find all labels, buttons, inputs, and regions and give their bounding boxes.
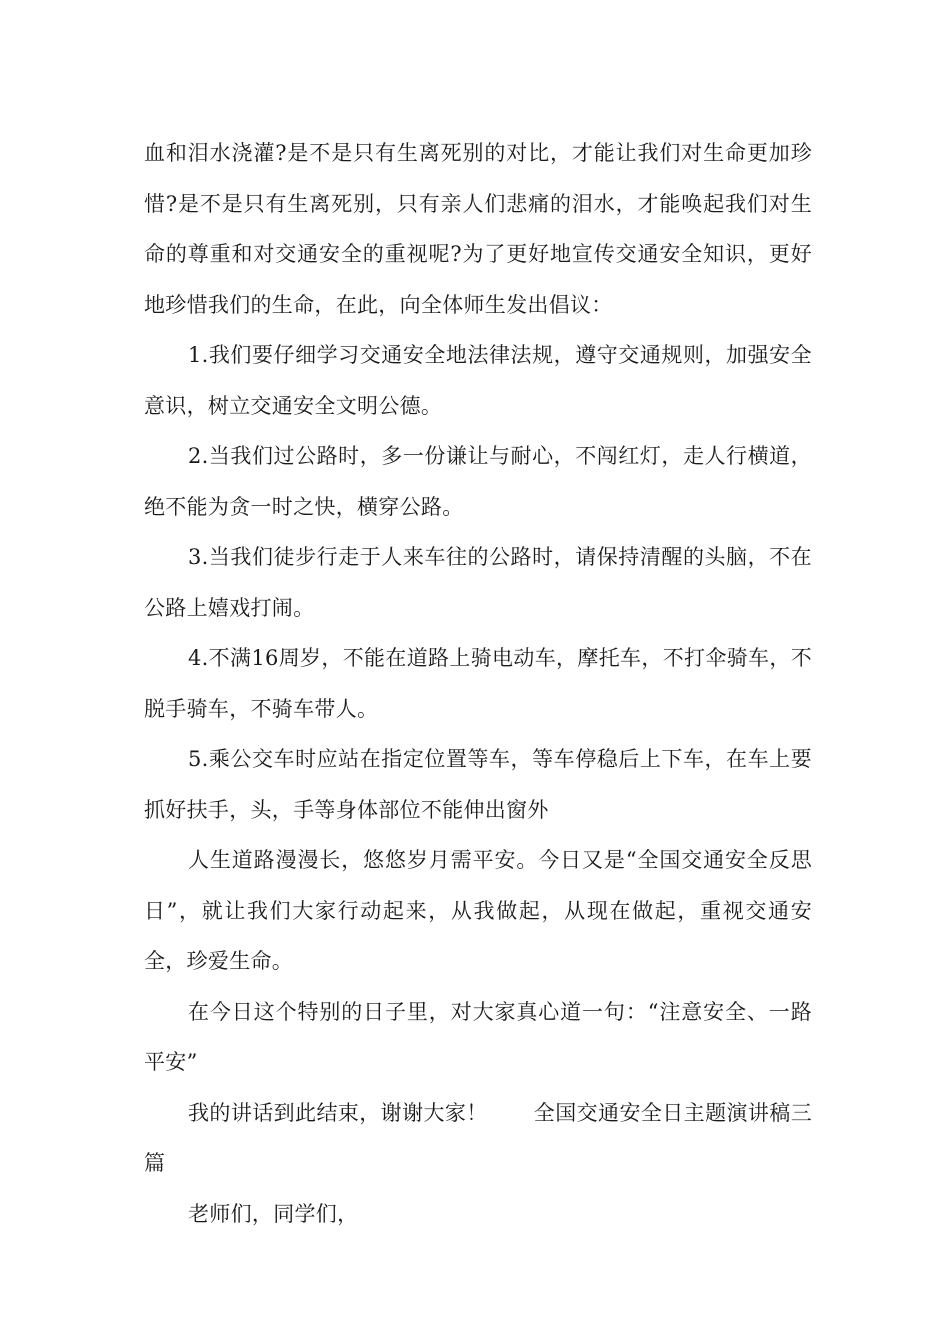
paragraph-closing — [144, 1088, 812, 1189]
next-speech-title: 全国交通安全日主题演讲稿三篇 — [144, 1100, 812, 1175]
paragraph-proposal-3: 3.当我们徒步行走于人来车往的公路时，请保持清醒的头脑，不在公路上嬉戏打闹。 — [144, 545, 812, 620]
paragraph-proposal-1: 1.我们要仔细学习交通安全地法律法规，遵守交通规则，加强安全意识，树立交通安全文明公德。 — [144, 343, 812, 418]
paragraph-life-road: 人生道路漫漫长，悠悠岁月需平安。今日又是“全国交通安全反思日”，就让我们大家行动起来，从我做起，从现在做起，重视交通安全，珍爱生命。 — [144, 848, 812, 973]
paragraph-continuation: 血和泪水浇灌?是不是只有生离死别的对比，才能让我们对生命更加珍惜?是不是只有生离死别，只有亲人们悲痛的泪水，才能唤起我们对生命的尊重和对交通安全的重视呢?为了更好地宣传交通安全知识，更好地珍惜我们的生命，在此，向全体师生发出倡议： — [144, 141, 812, 317]
document-body — [144, 128, 812, 1239]
paragraph-proposal-4: 4.不满16周岁，不能在道路上骑电动车，摩托车，不打伞骑车，不脱手骑车，不骑车带人。 — [144, 646, 812, 721]
paragraph-special-day: 在今日这个特别的日子里，对大家真心道一句：“注意安全、一路平安” — [144, 999, 812, 1074]
closing-remark: 我的讲话到此结束，谢谢大家！ — [188, 1100, 488, 1125]
paragraph-salutation: 老师们，同学们， — [188, 1201, 359, 1226]
paragraph-proposal-5: 5.乘公交车时应站在指定位置等车，等车停稳后上下车，在车上要抓好扶手，头，手等身体部位不能伸出窗外 — [144, 747, 812, 822]
paragraph-proposal-2: 2.当我们过公路时，多一份谦让与耐心，不闯红灯，走人行横道，绝不能为贪一时之快，横穿公路。 — [144, 444, 812, 519]
